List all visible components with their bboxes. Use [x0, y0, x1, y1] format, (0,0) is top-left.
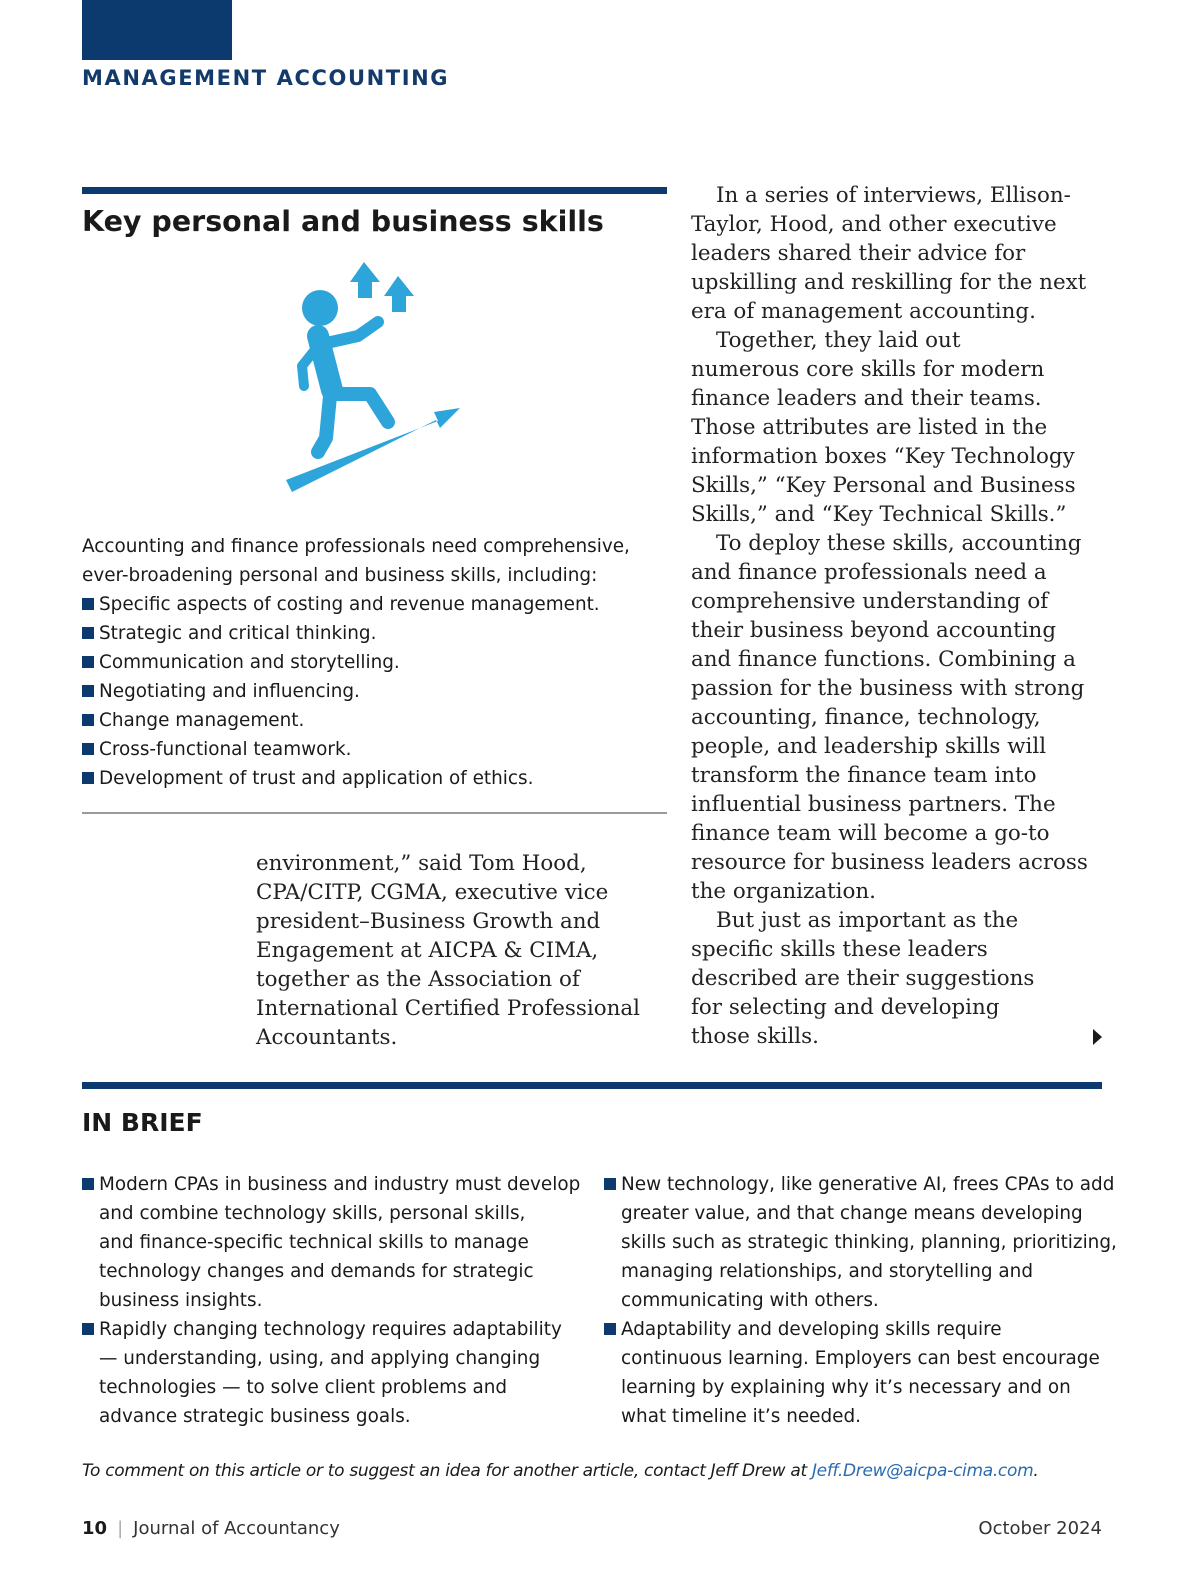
list-item: Rapidly changing technology requires adaptability — understanding, using, and applying changing technologies — to solve client problems and advance strategic business goals. — [82, 1315, 592, 1431]
list-item: Communication and storytelling. — [82, 648, 667, 677]
continue-arrow-icon — [1093, 1029, 1102, 1045]
footer-left — [82, 1518, 340, 1539]
list-item: Strategic and critical thinking. — [82, 619, 667, 648]
person-climbing-arrow-icon — [278, 256, 468, 496]
sidebar-intro: Accounting and finance professionals need comprehensive, — [82, 536, 630, 557]
bullet-square-icon — [82, 685, 94, 697]
in-brief-rule — [82, 1082, 1102, 1089]
author-email-link[interactable]: Jeff.Drew@aicpa-cima.com — [811, 1461, 1034, 1481]
sidebar-intro-line-2: ever-broadening personal and business skills, including: — [82, 565, 598, 586]
comment-note: To comment on this article or to suggest an idea for another article, contact Jeff Drew at Jeff.Drew@aicpa-cima.com. — [82, 1461, 1039, 1481]
in-brief-title: IN BRIEF — [82, 1108, 203, 1137]
body-left-continuation: environment,” said Tom Hood, CPA/CITP, CGMA, executive vice president–Business Growth and Engagement at AICPA & CIMA, together as the Association of International Certified Professional Accountants. — [256, 851, 640, 1050]
footer-separator: | — [117, 1518, 124, 1539]
bullet-square-icon — [82, 772, 94, 784]
bullet-square-icon — [82, 714, 94, 726]
list-item: Negotiating and influencing. — [82, 677, 667, 706]
bullet-square-icon — [82, 656, 94, 668]
header-color-block — [82, 0, 232, 60]
in-brief-left-list — [82, 1170, 592, 1431]
list-item: Specific aspects of costing and revenue management. — [82, 590, 667, 619]
list-item: Cross-functional teamwork. — [82, 735, 667, 764]
sidebar-skill-list — [82, 590, 667, 793]
sidebar-bottom-rule — [82, 812, 667, 814]
bullet-square-icon — [604, 1178, 616, 1190]
paragraph: To deploy these skills, accounting and finance professionals need a comprehensive understanding of their business beyond accounting and finance functions. Combining a passion for the business with strong accounting, finance, technology, people, and leadership skills will transform the finance team into influential business partners. The finance team will become a go-to resource for business leaders across the organization. — [691, 531, 1088, 904]
list-item: Adaptability and developing skills require continuous learning. Employers can best encourage learning by explaining why it’s necessary and on what timeline it’s needed. — [604, 1315, 1114, 1431]
sidebar-title: Key personal and business skills — [82, 205, 604, 238]
list-item: Modern CPAs in business and industry must develop and combine technology skills, personal skills, and finance-specific technical skills to manage technology changes and demands for strategic business insights. — [82, 1170, 592, 1315]
list-item: New technology, like generative AI, frees CPAs to add greater value, and that change means developing skills such as strategic thinking, planning, prioritizing, managing relationships, and storytelling and communicating with others. — [604, 1170, 1114, 1315]
bullet-square-icon — [82, 743, 94, 755]
list-item: Change management. — [82, 706, 667, 735]
bullet-square-icon — [82, 627, 94, 639]
issue-date: October 2024 — [978, 1518, 1102, 1539]
journal-name: Journal of Accountancy — [133, 1518, 340, 1539]
paragraph: In a series of interviews, Ellison- Taylor, Hood, and other executive leaders shared their advice for upskilling and reskilling for the next era of management accounting. — [691, 183, 1087, 324]
list-item: Development of trust and application of ethics. — [82, 764, 667, 793]
sidebar-top-rule — [82, 187, 667, 194]
in-brief-right-list — [604, 1170, 1117, 1431]
section-label: MANAGEMENT ACCOUNTING — [82, 66, 450, 90]
body-right-column — [691, 181, 1111, 1051]
bullet-square-icon — [82, 598, 94, 610]
bullet-square-icon — [604, 1323, 616, 1335]
bullet-square-icon — [82, 1178, 94, 1190]
paragraph: But just as important as the specific skills these leaders described are their suggestions for selecting and developing those skills. — [691, 908, 1035, 1049]
paragraph: Together, they laid out numerous core skills for modern finance leaders and their teams. Those attributes are listed in the information boxes “Key Technology Skills,” “Key Personal and Business Skills,” and “Key Technical Skills.” — [691, 328, 1076, 527]
bullet-square-icon — [82, 1323, 94, 1335]
page-number: 10 — [82, 1518, 108, 1539]
